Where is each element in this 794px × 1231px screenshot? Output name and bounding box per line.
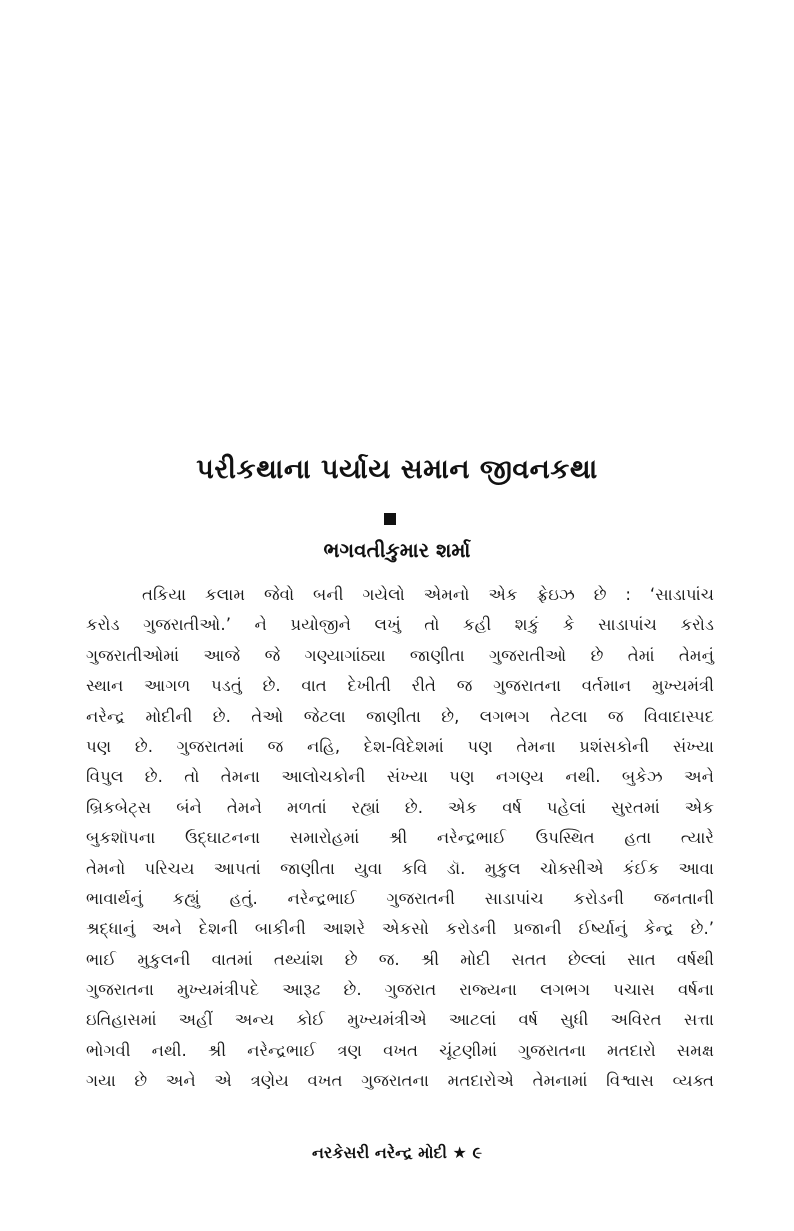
- footer-star-icon: ★: [452, 1143, 467, 1162]
- text-line: ગુજરાતીઓમાં આજે જે ગણ્યાગાંઠ્યા જાણીતા ગુજરાતીઓ છે તેમાં તેમનું: [86, 645, 714, 665]
- page-footer: [0, 1143, 794, 1163]
- text-line: બુકશૉપના ઉદ્‌ઘાટનના સમારોહમાં શ્રી નરેન્દ્રભાઈ ઉપસ્થિત હતા ત્યારે: [86, 828, 714, 848]
- text-line: નરેન્દ્ર મોદીની છે. તેઓ જેટલા જાણીતા છે, લગભગ તેટલા જ વિવાદાસ્પદ: [86, 706, 714, 726]
- author-name: ભગવતીકુમાર શર્મા: [323, 538, 471, 562]
- text-line: બ્રિકબેટ્સ બંને તેમને મળતાં રહ્યાં છે. એક વર્ષ પહેલાં સુરતમાં એક: [86, 797, 714, 817]
- text-line: પણ છે. ગુજરાતમાં જ નહિ, દેશ-વિદેશમાં પણ તેમના પ્રશંસકોની સંખ્યા: [86, 736, 714, 756]
- text-line: ગયા છે અને એ ત્રણેય વખત ગુજરાતના મતદારોએ તેમનામાં વિશ્વાસ વ્યક્ત: [86, 1071, 714, 1091]
- text-line: કરોડ ગુજરાતીઓ.’ ને પ્રયોજીને લખું તો કહી શકું કે સાડાપાંચ કરોડ: [86, 615, 714, 635]
- text-line: વિપુલ છે. તો તેમના આલોચકોની સંખ્યા પણ નગણ્ય નથી. બુકેઝ અને: [86, 767, 714, 787]
- text-line: ઇતિહાસમાં અહીં અન્ય કોઈ મુખ્યમંત્રીએ આટલાં વર્ષ સુધી અવિરત સત્તા: [86, 1010, 714, 1030]
- text-line: ભોગવી નથી. શ્રી નરેન્દ્રભાઈ ત્રણ વખત ચૂંટણીમાં ગુજરાતના મતદારો સમક્ષ: [86, 1040, 714, 1060]
- text-line: ભાવાર્થનું કહ્યું હતું. નરેન્દ્રભાઈ ગુજરાતની સાડાપાંચ કરોડની જનતાની: [86, 888, 714, 908]
- footer-book-title: નરકેસરી નરેન્દ્ર મોદી: [312, 1143, 447, 1162]
- text-line: ગુજરાતના મુખ્યમંત્રીપદે આરૂઢ છે. ગુજરાત રાજ્યના લગભગ પચાસ વર્ષના: [86, 980, 714, 1000]
- body-paragraph: [86, 580, 714, 1097]
- chapter-title: પરીકથાના પર્યાય સમાન જીવનકથા: [196, 454, 598, 485]
- text-line: તકિયા કલામ જેવો બની ગયેલો એમનો એક ફ્રેઇઝ છે : ‘સાડાપાંચ: [142, 585, 714, 604]
- text-line: તેમનો પરિચય આપતાં જાણીતા યુવા કવિ ડૉ. મુકુલ ચોક્સીએ કંઈક આવા: [86, 858, 714, 878]
- text-line: શ્રદ્ધાનું અને દેશની બાકીની આશરે એકસો કરોડની પ્રજાની ઈર્ષ્યાનું કેન્દ્ર છે.’: [86, 919, 714, 939]
- text-line: ભાઈ મુકુલની વાતમાં તથ્યાંશ છે જ. શ્રી મોદી સતત છેલ્લાં સાત વર્ષથી: [86, 949, 714, 969]
- title-separator-square: [384, 513, 396, 525]
- text-line: સ્થાન આગળ પડતું છે. વાત દેખીતી રીતે જ ગુજરાતના વર્તમાન મુખ્યમંત્રી: [86, 676, 714, 696]
- page-number: ૯: [472, 1143, 482, 1162]
